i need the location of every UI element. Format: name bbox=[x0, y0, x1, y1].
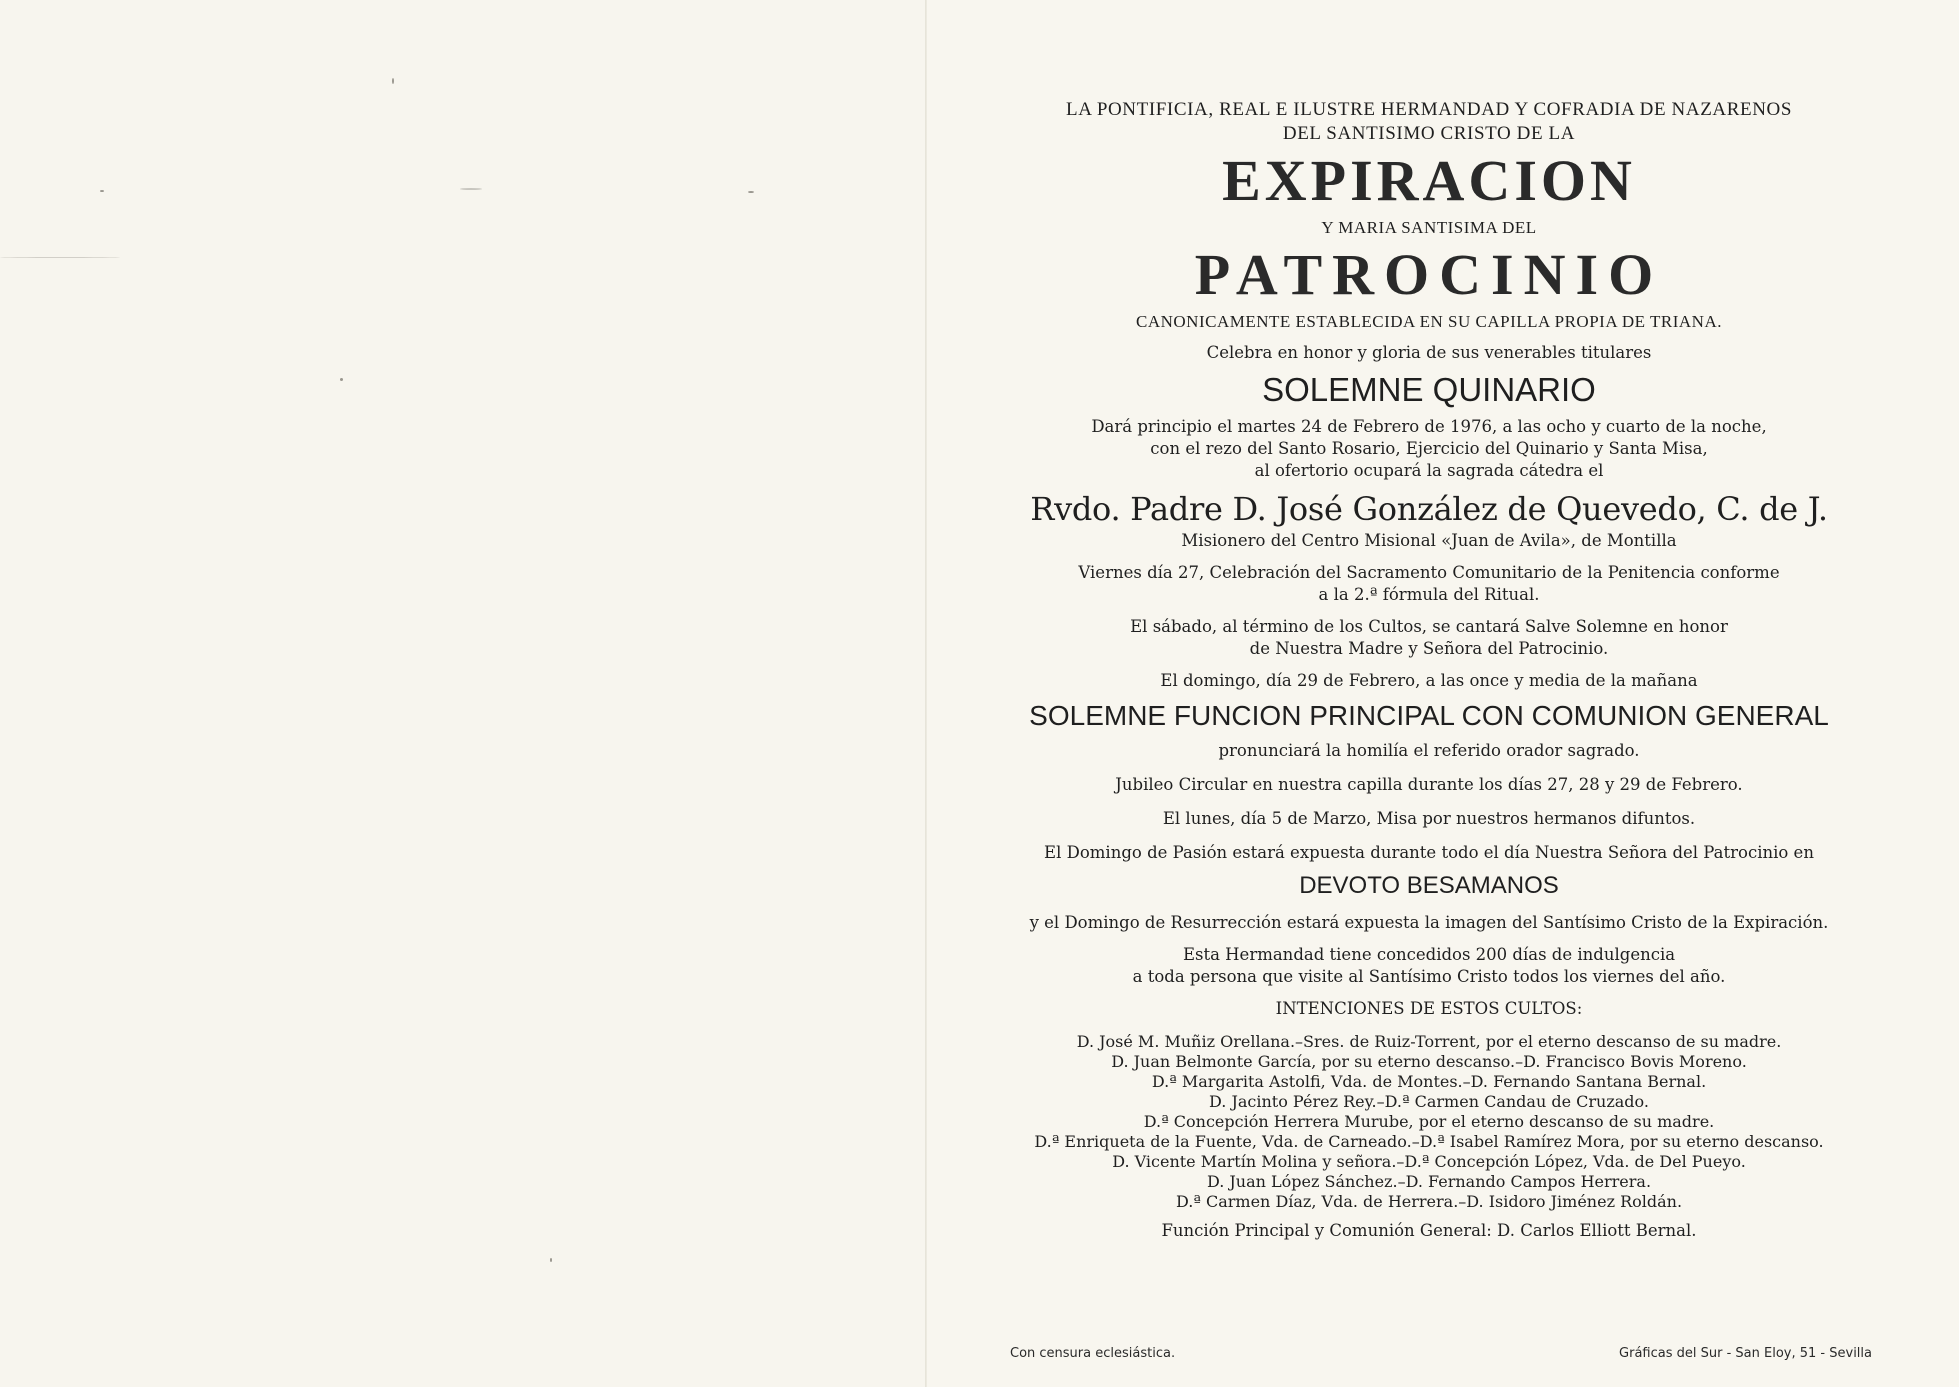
penitencia-line: Viernes día 27, Celebración del Sacramento Comunitario de la Penitencia conforme bbox=[1078, 563, 1780, 582]
homilia-line: pronunciará la homilía el referido orador sagrado. bbox=[1218, 741, 1640, 760]
paper-speck bbox=[0, 257, 120, 258]
intencion-line: D. José M. Muñiz Orellana.–Sres. de Ruiz-Torrent, por el eterno descanso de su madre. bbox=[1076, 1032, 1782, 1051]
resurreccion-line: y el Domingo de Resurrección estará expuesta la imagen del Santísimo Cristo de la Expiración. bbox=[1029, 913, 1829, 932]
quinario-title: SOLEMNE QUINARIO bbox=[1262, 371, 1596, 408]
salve-line: El sábado, al término de los Cultos, se cantará Salve Solemne en honor bbox=[1130, 617, 1728, 636]
funcion-principal-title: SOLEMNE FUNCION PRINCIPAL CON COMUNION GENERAL bbox=[1029, 700, 1829, 731]
header-line-2: DEL SANTISIMO CRISTO DE LA bbox=[1282, 123, 1576, 144]
quinario-line: al ofertorio ocupará la sagrada cátedra el bbox=[1254, 461, 1604, 480]
besamanos-title: DEVOTO BESAMANOS bbox=[1299, 872, 1559, 899]
preacher-name: Rvdo. Padre D. José González de Quevedo, C. de J. bbox=[1030, 490, 1828, 528]
closing-line: Función Principal y Comunión General: D. Carlos Elliott Bernal. bbox=[1161, 1221, 1697, 1240]
intencion-line: D.ª Concepción Herrera Murube, por el eterno descanso de su madre. bbox=[1143, 1112, 1715, 1131]
paper-speck bbox=[392, 78, 394, 84]
paper-speck bbox=[340, 378, 343, 381]
intencion-line: D.ª Enriqueta de la Fuente, Vda. de Carneado.–D.ª Isabel Ramírez Mora, por su eterno descanso. bbox=[1034, 1132, 1824, 1151]
intencion-line: D. Vicente Martín Molina y señora.–D.ª Concepción López, Vda. de Del Pueyo. bbox=[1112, 1152, 1746, 1171]
intencion-line: D. Juan López Sánchez.–D. Fernando Campos Herrera. bbox=[1206, 1172, 1652, 1191]
right-page bbox=[927, 0, 1959, 1387]
header-line-1: LA PONTIFICIA, REAL E ILUSTRE HERMANDAD Y COFRADIA DE NAZARENOS bbox=[1065, 99, 1793, 120]
left-blank-page bbox=[0, 0, 925, 1387]
pasion-line: El Domingo de Pasión estará expuesta durante todo el día Nuestra Señora del Patrocinio en bbox=[1044, 843, 1814, 862]
indulgencia-line: a toda persona que visite al Santísimo Cristo todos los viernes del año. bbox=[1132, 967, 1726, 986]
jubileo-line: Jubileo Circular en nuestra capilla durante los días 27, 28 y 29 de Febrero. bbox=[1115, 775, 1743, 794]
intencion-line: D. Juan Belmonte García, por su eterno descanso.–D. Francisco Bovis Moreno. bbox=[1111, 1052, 1747, 1071]
programme-content bbox=[989, 98, 1869, 1242]
header-line-4: CANONICAMENTE ESTABLECIDA EN SU CAPILLA PROPIA DE TRIANA. bbox=[1136, 312, 1722, 331]
paper-speck bbox=[100, 190, 104, 192]
title-patrocinio: PATROCINIO bbox=[1194, 242, 1664, 307]
indulgencia-line: Esta Hermandad tiene concedidos 200 días de indulgencia bbox=[1182, 945, 1676, 964]
quinario-line: Dará principio el martes 24 de Febrero de 1976, a las ocho y cuarto de la noche, bbox=[1091, 417, 1767, 436]
intencion-line: D.ª Margarita Astolfi, Vda. de Montes.–D. Fernando Santana Bernal. bbox=[1151, 1072, 1707, 1091]
domingo-line: El domingo, día 29 de Febrero, a las once y media de la mañana bbox=[1160, 671, 1698, 690]
intencion-line: D. Jacinto Pérez Rey.–D.ª Carmen Candau de Cruzado. bbox=[1209, 1092, 1649, 1111]
intencion-line: D.ª Carmen Díaz, Vda. de Herrera.–D. Isidoro Jiménez Roldán. bbox=[1175, 1192, 1683, 1211]
difuntos-line: El lunes, día 5 de Marzo, Misa por nuestros hermanos difuntos. bbox=[1162, 809, 1696, 828]
quinario-line: con el rezo del Santo Rosario, Ejercicio del Quinario y Santa Misa, bbox=[1150, 439, 1708, 458]
header-line-3: Y MARIA SANTISIMA DEL bbox=[1321, 218, 1537, 237]
salve-line: de Nuestra Madre y Señora del Patrocinio. bbox=[1249, 639, 1609, 658]
preacher-role: Misionero del Centro Misional «Juan de Avila», de Montilla bbox=[1181, 531, 1677, 550]
paper-speck bbox=[460, 188, 482, 190]
footer-printer: Gráficas del Sur - San Eloy, 51 - Sevilla bbox=[1619, 1346, 1872, 1361]
intenciones-title: INTENCIONES DE ESTOS CULTOS: bbox=[1275, 999, 1583, 1018]
penitencia-line: a la 2.ª fórmula del Ritual. bbox=[1318, 585, 1540, 604]
title-expiracion: EXPIRACION bbox=[1222, 148, 1636, 213]
paper-speck bbox=[550, 1258, 552, 1262]
intro-text: Celebra en honor y gloria de sus venerables titulares bbox=[1206, 343, 1652, 362]
paper-speck bbox=[748, 191, 754, 193]
footer-censura: Con censura eclesiástica. bbox=[1010, 1346, 1176, 1361]
